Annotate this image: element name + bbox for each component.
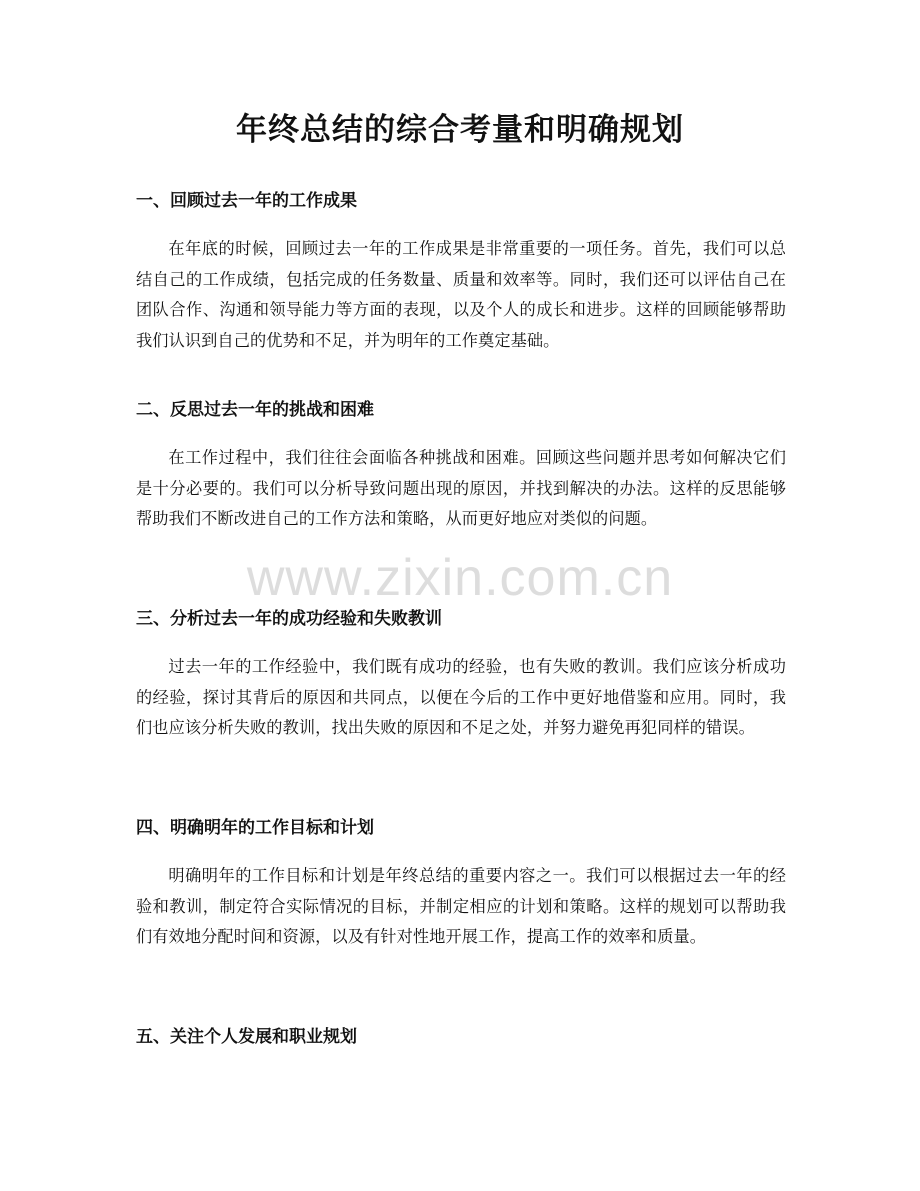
- section-heading: 二、反思过去一年的挑战和困难: [136, 400, 374, 420]
- section-heading: 三、分析过去一年的成功经验和失败教训: [136, 609, 442, 629]
- section-4: [136, 815, 786, 953]
- section-3: [136, 606, 786, 744]
- section-paragraph: 明确明年的工作目标和计划是年终总结的重要内容之一。我们可以根据过去一年的经验和教训，制定符合实际情况的目标，并制定相应的计划和策略。这样的规划可以帮助我们有效地分配时间和资源，以及有针对性地开展工作，提高工作的效率和质量。: [136, 866, 786, 946]
- section-5: [136, 1024, 786, 1070]
- section-heading: 四、明确明年的工作目标和计划: [136, 818, 374, 838]
- section-heading: 一、回顾过去一年的工作成果: [136, 191, 357, 211]
- section-paragraph: 过去一年的工作经验中，我们既有成功的经验，也有失败的教训。我们应该分析成功的经验，探讨其背后的原因和共同点，以便在今后的工作中更好地借鉴和应用。同时，我们也应该分析失败的教训，找出失败的原因和不足之处，并努力避免再犯同样的错误。: [136, 657, 786, 737]
- watermark: www.zixin.com.cn: [246, 549, 674, 607]
- section-heading: 五、关注个人发展和职业规划: [136, 1027, 357, 1047]
- section-paragraph: 在年底的时候，回顾过去一年的工作成果是非常重要的一项任务。首先，我们可以总结自己的工作成绩，包括完成的任务数量、质量和效率等。同时，我们还可以评估自己在团队合作、沟通和领导能力等方面的表现，以及个人的成长和进步。这样的回顾能够帮助我们认识到自己的优势和不足，并为明年的工作奠定基础。: [136, 239, 786, 350]
- section-2: [136, 397, 786, 535]
- section-1: [136, 188, 786, 356]
- section-paragraph: 在工作过程中，我们往往会面临各种挑战和困难。回顾这些问题并思考如何解决它们是十分必要的。我们可以分析导致问题出现的原因，并找到解决的办法。这样的反思能够帮助我们不断改进自己的工作方法和策略，从而更好地应对类似的问题。: [136, 448, 786, 528]
- document-title: 年终总结的综合考量和明确规划: [236, 112, 684, 148]
